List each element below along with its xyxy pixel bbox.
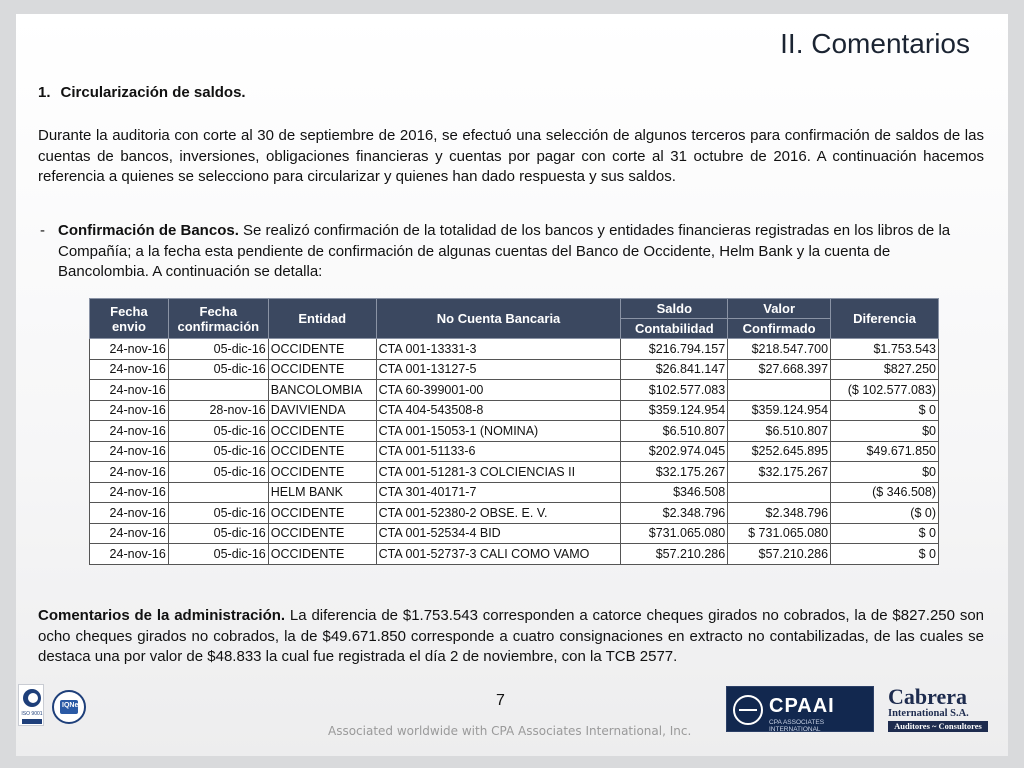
cuenta-cell: CTA 404-543508-8 [376,400,621,421]
slide [16,14,1008,756]
diferencia-cell: $ 0 [831,544,939,565]
bank-confirmation-table [89,298,939,565]
confirmado-cell [728,380,831,401]
table-row [90,503,939,524]
cuenta-cell: CTA 60-399001-00 [376,380,621,401]
saldo-cell: $57.210.286 [621,544,728,565]
fecha-confirmacion-cell: 05-dic-16 [168,339,268,360]
table-row [90,482,939,503]
entidad-cell: HELM BANK [268,482,376,503]
saldo-cell: $346.508 [621,482,728,503]
header-fecha-envio: Fecha envio [90,299,169,339]
saldo-cell: $26.841.147 [621,359,728,380]
saldo-cell: $6.510.807 [621,421,728,442]
fecha-envio-cell: 24-nov-16 [90,380,169,401]
slide-title: II. Comentarios [780,28,970,59]
fecha-envio-cell: 24-nov-16 [90,462,169,483]
management-comments [38,606,984,668]
diferencia-cell: ($ 102.577.083) [831,380,939,401]
fecha-confirmacion-cell: 05-dic-16 [168,421,268,442]
cpaai-sub: CPA ASSOCIATES INTERNATIONAL [769,719,825,733]
fecha-envio-cell: 24-nov-16 [90,421,169,442]
confirmado-cell [728,482,831,503]
iso-certification-logo [18,684,44,726]
fecha-confirmacion-cell [168,380,268,401]
saldo-cell: $731.065.080 [621,523,728,544]
confirmado-cell: $218.547.700 [728,339,831,360]
fecha-confirmacion-cell: 28-nov-16 [168,400,268,421]
heading-text: Circularización de saldos. [60,84,246,101]
entidad-cell: OCCIDENTE [268,359,376,380]
table-row [90,359,939,380]
entidad-cell: OCCIDENTE [268,421,376,442]
saldo-cell: $216.794.157 [621,339,728,360]
comments-bold-label: Comentarios de la administración. [38,607,286,624]
confirmado-cell: $27.668.397 [728,359,831,380]
globe-icon [733,695,763,725]
confirmado-cell: $ 731.065.080 [728,523,831,544]
fecha-envio-cell: 24-nov-16 [90,359,169,380]
diferencia-cell: $49.671.850 [831,441,939,462]
diferencia-cell: $1.753.543 [831,339,939,360]
table-row [90,544,939,565]
fecha-envio-cell: 24-nov-16 [90,503,169,524]
table-row [90,339,939,360]
diferencia-cell: ($ 0) [831,503,939,524]
fecha-confirmacion-cell: 05-dic-16 [168,462,268,483]
table-row [90,400,939,421]
saldo-cell: $32.175.267 [621,462,728,483]
saldo-cell: $102.577.083 [621,380,728,401]
comments-text: La diferencia de $1.753.543 corresponden a catorce cheques girados no cobrados, la de $827.250 son ocho cheques girados no cobrados, la de $49.671.850 corresponde a cuatro consignaciones en extracto no contabilizadas, de las cuales se destaca una por valor de $48.833 la cual fue registrada el día 2 de noviembre, con la TCB 2577. [38,607,985,665]
saldo-cell: $359.124.954 [621,400,728,421]
fecha-envio-cell: 24-nov-16 [90,339,169,360]
table-row [90,462,939,483]
confirmado-cell: $6.510.807 [728,421,831,442]
cuenta-cell: CTA 001-13127-5 [376,359,621,380]
iqnet-label: IQNet [62,702,81,709]
saldo-cell: $202.974.045 [621,441,728,462]
cabrera-name: Cabrera [888,684,968,709]
fecha-confirmacion-cell: 05-dic-16 [168,544,268,565]
cuenta-cell: CTA 001-13331-3 [376,339,621,360]
diferencia-cell: $ 0 [831,523,939,544]
bullet-bold-label: Confirmación de Bancos. [58,222,239,239]
entidad-cell: OCCIDENTE [268,441,376,462]
entidad-cell: OCCIDENTE [268,503,376,524]
entidad-cell: OCCIDENTE [268,544,376,565]
cpaai-logo [726,686,874,732]
cpaai-name: CPAAI [769,695,835,717]
diferencia-cell: $0 [831,462,939,483]
fecha-envio-cell: 24-nov-16 [90,400,169,421]
confirmado-cell: $2.348.796 [728,503,831,524]
entidad-cell: DAVIVIENDA [268,400,376,421]
diferencia-cell: $827.250 [831,359,939,380]
iqnet-logo [52,690,86,724]
cuenta-cell: CTA 001-51133-6 [376,441,621,462]
diferencia-cell: $ 0 [831,400,939,421]
header-confirmado: Confirmado [728,319,831,339]
page-number: 7 [496,692,505,709]
diferencia-cell: $0 [831,421,939,442]
header-entidad: Entidad [268,299,376,339]
header-valor: Valor [728,299,831,319]
entidad-cell: BANCOLOMBIA [268,380,376,401]
iso-label: ISO 9001 [21,711,43,717]
header-contabilidad: Contabilidad [621,319,728,339]
section-heading [38,84,246,101]
table-row [90,380,939,401]
fecha-confirmacion-cell: 05-dic-16 [168,523,268,544]
fecha-confirmacion-cell [168,482,268,503]
header-cuenta: No Cuenta Bancaria [376,299,621,339]
cuenta-cell: CTA 001-15053-1 (NOMINA) [376,421,621,442]
cuenta-cell: CTA 301-40171-7 [376,482,621,503]
heading-number: 1. [38,84,51,101]
table-row [90,421,939,442]
fecha-envio-cell: 24-nov-16 [90,441,169,462]
bullet-dash: - [40,222,45,239]
cuenta-cell: CTA 001-52380-2 OBSE. E. V. [376,503,621,524]
saldo-cell: $2.348.796 [621,503,728,524]
table-body [90,339,939,565]
cabrera-tagline: Auditores ~ Consultores [888,721,988,732]
cuenta-cell: CTA 001-51281-3 COLCIENCIAS II [376,462,621,483]
entidad-cell: OCCIDENTE [268,523,376,544]
cuenta-cell: CTA 001-52534-4 BID [376,523,621,544]
header-diferencia: Diferencia [831,299,939,339]
footer-text: Associated worldwide with CPA Associates International, Inc. [328,724,692,738]
fecha-confirmacion-cell: 05-dic-16 [168,441,268,462]
cuenta-cell: CTA 001-52737-3 CALI COMO VAMO [376,544,621,565]
fecha-envio-cell: 24-nov-16 [90,544,169,565]
fecha-envio-cell: 24-nov-16 [90,523,169,544]
bank-confirmation-bullet [38,221,984,283]
intro-paragraph: Durante la auditoria con corte al 30 de septiembre de 2016, se efectuó una selección de algunos terceros para confirmación de saldos de las cuentas de bancos, inversiones, obligaciones financieras y cuentas por pagar con corte al 31 octubre de 2016. A continuación hacemos referencia a quienes se selecciono para circularizar y quienes han dado respuesta y sus saldos. [38,127,984,185]
fecha-confirmacion-cell: 05-dic-16 [168,359,268,380]
cabrera-sub: International S.A. [888,708,969,719]
confirmado-cell: $57.210.286 [728,544,831,565]
confirmado-cell: $359.124.954 [728,400,831,421]
table-row [90,441,939,462]
header-saldo: Saldo [621,299,728,319]
entidad-cell: OCCIDENTE [268,339,376,360]
fecha-envio-cell: 24-nov-16 [90,482,169,503]
entidad-cell: OCCIDENTE [268,462,376,483]
header-fecha-confirmacion: Fecha confirmación [168,299,268,339]
diferencia-cell: ($ 346.508) [831,482,939,503]
bullet-text: Se realizó confirmación de la totalidad de los bancos y entidades financieras registradas en los libros de la Compañía; a la fecha esta pendiente de confirmación de algunas cuentas del Banco de Occidente, Helm Bank y la cuenta de Bancolombia. A continuación se detalla: [58,222,951,280]
confirmado-cell: $32.175.267 [728,462,831,483]
cabrera-logo [884,684,988,732]
fecha-confirmacion-cell: 05-dic-16 [168,503,268,524]
confirmado-cell: $252.645.895 [728,441,831,462]
table-row [90,523,939,544]
